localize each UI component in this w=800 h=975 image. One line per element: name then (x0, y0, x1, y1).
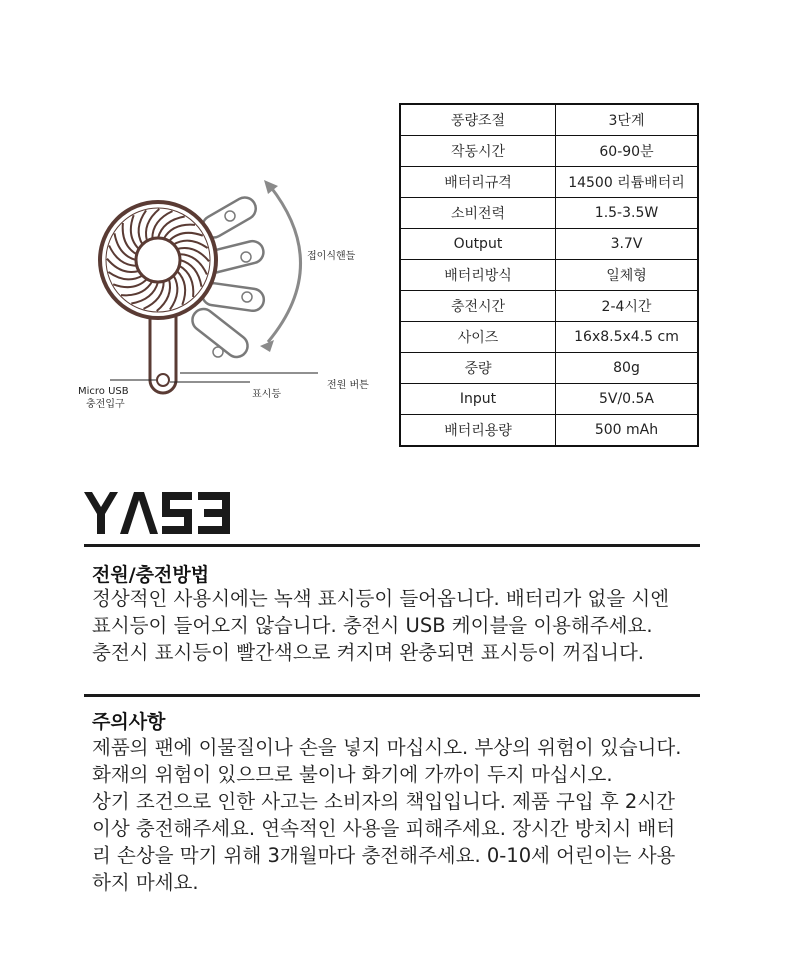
fold-arc (268, 186, 301, 342)
spec-row (400, 291, 698, 322)
caution-line: 리 손상을 막기 위해 3개월마다 충전해주세요. 0-10세 어린이는 사용 (92, 844, 676, 867)
power-line: 표시등이 들어오지 않습니다. 충전시 USB 케이블을 이용해주세요. (92, 614, 653, 637)
spec-value: 2-4시간 (556, 291, 699, 322)
spec-row (400, 322, 698, 353)
divider-caution (84, 694, 700, 697)
caution-section-title: 주의사항 (92, 711, 166, 733)
usb-port-label: Micro USB (78, 386, 129, 397)
fold-handle-label: 접이식핸들 (307, 251, 356, 262)
spec-key: 중량 (400, 353, 556, 384)
yase-logo (84, 492, 234, 534)
spec-key: 배터리규격 (400, 167, 556, 198)
spec-row (400, 260, 698, 291)
spec-key: 작동시간 (400, 136, 556, 167)
spec-value: 일체형 (556, 260, 699, 291)
spec-row (400, 104, 698, 136)
spec-value: 1.5-3.5W (556, 198, 699, 229)
caution-line: 이상 충전해주세요. 연속적인 사용을 피해주세요. 장시간 방치시 배터 (92, 817, 676, 840)
spec-value: 80g (556, 353, 699, 384)
spec-row (400, 353, 698, 384)
spec-key: 배터리용량 (400, 415, 556, 447)
power-line: 정상적인 사용시에는 녹색 표시등이 들어옵니다. 배터리가 없을 시엔 (92, 587, 670, 610)
caution-line: 하지 마세요. (92, 871, 199, 894)
spec-value: 3단계 (556, 104, 699, 136)
spec-value: 14500 리튬배터리 (556, 167, 699, 198)
caution-line: 화재의 위험이 있으므로 불이나 화기에 가까이 두지 마십시오. (92, 763, 613, 786)
indicator-label: 표시등 (252, 389, 281, 400)
spec-value: 16x8.5x4.5 cm (556, 322, 699, 353)
caution-line: 제품의 팬에 이물질이나 손을 넣지 마십시오. 부상의 위험이 있습니다. (92, 736, 682, 759)
caution-line: 상기 조건으로 인한 사고는 소비자의 책입입니다. 제품 구입 후 2시간 (92, 790, 675, 813)
spec-key: 사이즈 (400, 322, 556, 353)
caution-section-body (92, 734, 732, 896)
spec-table (399, 103, 699, 447)
fan-hub (136, 238, 180, 282)
spec-row (400, 198, 698, 229)
spec-row (400, 229, 698, 260)
spec-key: 소비전력 (400, 198, 556, 229)
spec-row (400, 415, 698, 447)
power-line: 충전시 표시등이 빨간색으로 켜지며 완충되면 표시등이 꺼집니다. (92, 641, 644, 664)
power-section-title: 전원/충전방법 (92, 564, 210, 586)
spec-value: 5V/0.5A (556, 384, 699, 415)
spec-key: 충전시간 (400, 291, 556, 322)
power-button-label: 전원 버튼 (327, 380, 369, 391)
spec-row (400, 167, 698, 198)
spec-row (400, 384, 698, 415)
spec-key: 풍량조절 (400, 104, 556, 136)
fold-arrow-bottom-icon (260, 340, 274, 352)
spec-value: 3.7V (556, 229, 699, 260)
spec-key: Input (400, 384, 556, 415)
spec-key: 배터리방식 (400, 260, 556, 291)
spec-row (400, 136, 698, 167)
spec-table-body (400, 104, 698, 446)
logo-text: YASE (84, 492, 87, 493)
divider-power (84, 544, 700, 547)
fan-diagram (70, 170, 390, 430)
power-section-body (92, 585, 732, 666)
spec-value: 60-90분 (556, 136, 699, 167)
spec-key: Output (400, 229, 556, 260)
spec-value: 500 mAh (556, 415, 699, 447)
usb-port-sublabel: 충전입구 (86, 399, 125, 410)
